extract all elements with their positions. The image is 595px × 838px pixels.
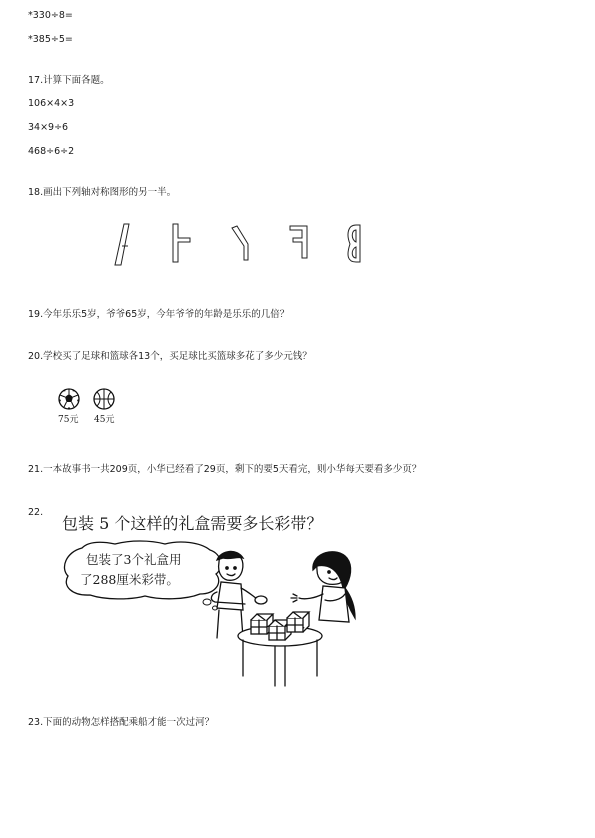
problem-385-div-5: *385÷5= [28,34,73,45]
half-shape-5 [348,225,360,262]
half-shape-3 [232,226,248,260]
kids-gift-illustration [205,548,375,688]
basketball-price: 45元 [94,415,115,425]
problem-330-div-8: *330÷8= [28,10,73,21]
half-shape-2 [173,224,190,262]
football-icon [58,388,80,410]
bubble-line-1: 包装了3个礼盒用 [86,552,182,567]
question-22-number: 22. [28,507,44,518]
football-price: 75元 [58,415,79,425]
question-20: 20.学校买了足球和篮球各13个，买足球比买篮球多花了多少元钱？ [28,351,312,362]
question-22-title: 包装 5 个这样的礼盒需要多长彩带？ [62,514,323,533]
bubble-line-2: 了288厘米彩带。 [80,572,179,587]
question-21: 21.一本故事书一共209页，小华已经看了29页，剩下的要5天看完，则小华每天要看多少页？ [28,464,422,475]
question-23: 23.下面的动物怎样搭配乘船才能一次过河？ [28,717,215,728]
half-shape-1 [115,224,129,265]
problem-17b: 34×9÷6 [28,122,69,133]
half-shapes-figure [110,220,370,268]
basketball-icon [93,388,115,410]
question-19: 19.今年乐乐5岁，爷爷65岁，今年爷爷的年龄是乐乐的几倍？ [28,309,290,320]
question-17-title: 17.计算下面各题。 [28,75,110,86]
question-18-title: 18.画出下列轴对称图形的另一半。 [28,187,177,198]
half-shape-4 [290,226,307,258]
problem-17c: 468÷6÷2 [28,146,75,157]
problem-17a: 106×4×3 [28,98,75,109]
